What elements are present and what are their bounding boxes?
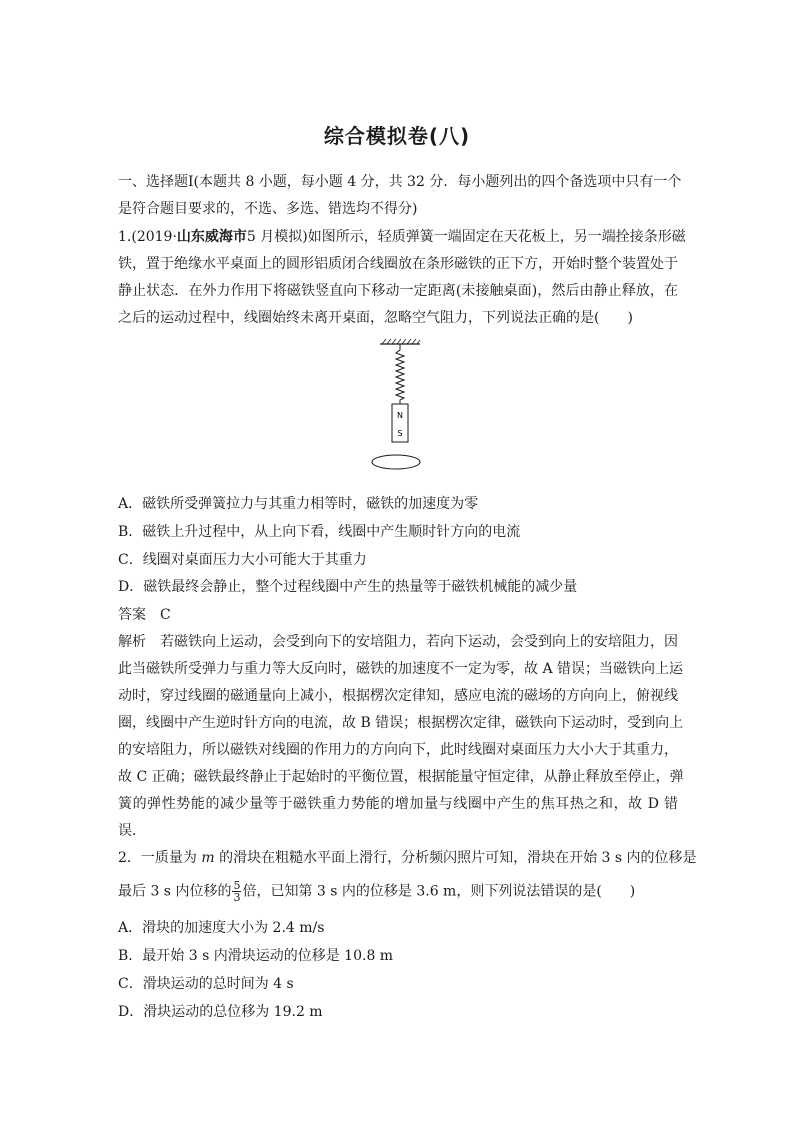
question-1-analysis-line: 解析 若磁铁向上运动，会受到向下的安培阻力，若向下运动，会受到向上的安培阻力，因: [118, 634, 678, 650]
question-1-prefix: 1.(2019·: [118, 229, 177, 245]
question-2-option-d: D．滑块运动的总位移为 19.2 m: [118, 1004, 323, 1020]
question-1-analysis-line: 簧的弹性势能的减少量等于磁铁重力势能的增加量与线圈中产生的焦耳热之和，故 D 错: [118, 796, 678, 812]
aluminum-coil: [372, 455, 420, 469]
question-2-option-c: C．滑块运动的总时间为 4 s: [118, 976, 294, 992]
fraction-denominator: 3: [233, 891, 241, 904]
question-1-analysis-line: 的安培阻力，所以磁铁对线圈的作用力的方向向下，此时线圈对桌面压力大小大于其重力，: [118, 742, 678, 758]
question-2-line-2-start: 最后 3 s 内位移的: [118, 883, 232, 900]
question-2-line-2-end: 倍，已知第 3 s 内的位移是 3.6 m，则下列说法错误的是( ): [242, 883, 636, 900]
spring-magnet-coil-figure: [360, 338, 440, 480]
question-2-option-b: B．最开始 3 s 内滑块运动的位移是 10.8 m: [118, 948, 394, 964]
magnet-north-label: N: [397, 411, 403, 420]
question-1-line-2: 铁，置于绝缘水平桌面上的圆形铝质闭合线圈放在条形磁铁的正下方，开始时整个装置处于: [118, 256, 678, 272]
question-2-line-2: [118, 880, 678, 903]
question-1-analysis-line: 误．: [118, 823, 146, 839]
question-1-analysis-line: 此当磁铁所受弹力与重力等大反向时，磁铁的加速度不一定为零，故 A 错误；当磁铁向上运: [118, 661, 684, 677]
mass-symbol: m: [201, 850, 215, 866]
page-title: 综合模拟卷(八): [323, 124, 471, 148]
spring-icon: [396, 344, 404, 404]
question-2-line-1-end: 的滑块在粗糙水平面上滑行，分析频闪照片可知，滑块在开始 3 s 内的位移是: [214, 850, 697, 866]
question-1-option-d: D．磁铁最终会静止，整个过程线圈中产生的热量等于磁铁机械能的减少量: [118, 579, 578, 595]
question-1-line-1-rest: 5 月模拟)如图所示，轻质弹簧一端固定在天花板上，另一端拴接条形磁: [246, 229, 686, 245]
question-1-option-a: A．磁铁所受弹簧拉力与其重力相等时，磁铁的加速度为零: [118, 496, 479, 512]
question-1-option-b: B．磁铁上升过程中，从上向下看，线圈中产生顺时针方向的电流: [118, 524, 521, 540]
section-heading-line-2: 是符合题目要求的，不选、多选、错选均不得分): [118, 201, 418, 217]
question-1-line-4: 之后的运动过程中，线圈始终未离开桌面，忽略空气阻力，下列说法正确的是( ): [118, 310, 633, 326]
section-heading-line-1: 一、选择题Ⅰ(本题共 8 小题，每小题 4 分，共 32 分．每小题列出的四个备选项中只有一个: [118, 174, 682, 190]
question-1-line-3: 静止状态．在外力作用下将磁铁竖直向下移动一定距离(未接触桌面)，然后由静止释放，在: [118, 283, 678, 299]
question-1-line-1: [118, 227, 686, 247]
ceiling-icon: [380, 339, 420, 344]
question-1-option-c: C．线圈对桌面压力大小可能大于其重力: [118, 552, 367, 568]
magnet-south-label: S: [397, 429, 403, 438]
question-1-analysis-line: 动时，穿过线圈的磁通量向上减小，根据楞次定律知，感应电流的磁场的方向向上，俯视线: [118, 688, 678, 704]
question-1-analysis-line: 故 C 正确；磁铁最终静止于起始时的平衡位置，根据能量守恒定律，从静止释放至停止，弹: [118, 769, 684, 785]
fraction-five-thirds: [232, 880, 241, 903]
question-2-line-1-start: 2．一质量为: [118, 850, 202, 866]
question-2-line-1: [118, 848, 697, 868]
question-1-answer: 答案 C: [118, 607, 171, 623]
question-1-source: 山东威海市: [176, 229, 247, 245]
question-1-analysis-line: 圈，线圈中产生逆时针方向的电流，故 B 错误；根据楞次定律，磁铁向下运动时，受到向上: [118, 715, 684, 731]
question-2-option-a: A．滑块的加速度大小为 2.4 m/s: [118, 920, 325, 936]
fraction-numerator: 5: [233, 879, 241, 892]
